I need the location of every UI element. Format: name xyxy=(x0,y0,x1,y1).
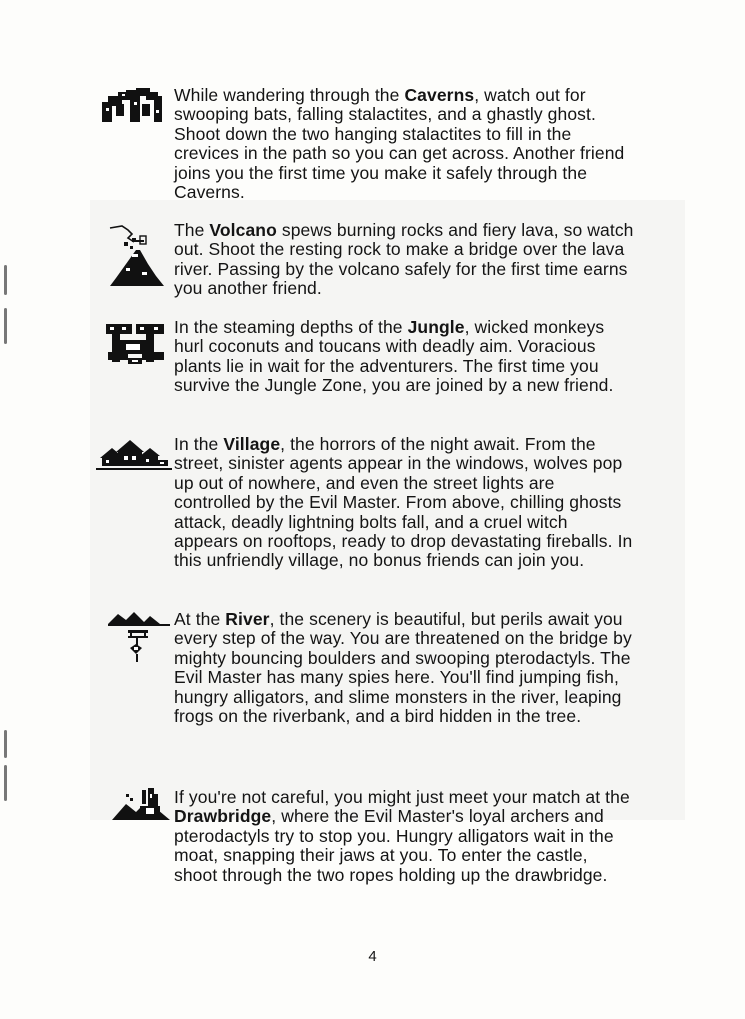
volcano-icon xyxy=(106,224,168,288)
volcano-text-start: The xyxy=(174,220,210,240)
binding-mark xyxy=(4,265,7,295)
village-paragraph xyxy=(174,435,634,571)
jungle-title: Jungle xyxy=(407,317,465,337)
village-text-rest: , the horrors of the night await. From the street, sinister agents appear in the windows, wolves pop up out of nowhere, and even the street lights are controlled by the Evil Master. From above, chilling ghosts attack, deadly lightning bolts fall, and a cruel witch appears on rooftops, ready to drop devastating fireballs. In this unfriendly village, no bonus friends can join you. xyxy=(174,434,633,571)
drawbridge-title: Drawbridge xyxy=(174,806,272,827)
river-text-rest: , the scenery is beautiful, but perils await you every step of the way. You are threatened on the bridge by mighty bouncing boulders and swooping pterodactyls. The Evil Master has many spies here. You'll find jumping fish, hungry alligators, and slime monsters in the river, leaping frogs on the riverbank, and a bird hidden in the tree. xyxy=(174,609,632,727)
village-text-start: In the xyxy=(174,434,224,454)
volcano-title: Volcano xyxy=(209,220,277,240)
binding-mark xyxy=(4,765,7,801)
binding-mark xyxy=(4,308,7,344)
page-number: 4 xyxy=(368,948,377,965)
caverns-text-start: While wandering through the xyxy=(174,85,405,105)
jungle-text-rest: , wicked monkeys hurl coconuts and toucans with deadly aim. Voracious plants lie in wait for the adventurers. The first time you survive the Jungle Zone, you are joined by a new friend. xyxy=(174,317,614,396)
drawbridge-text-start: If you're not careful, you might just meet your match at the xyxy=(174,787,630,807)
jungle-paragraph xyxy=(174,318,634,396)
binding-mark xyxy=(4,730,7,758)
drawbridge-icon xyxy=(112,786,170,822)
jungle-text-start: In the steaming depths of the xyxy=(174,317,408,337)
drawbridge-text-rest: , where the Evil Master's loyal archers and pterodactyls try to stop you. Hungry alligators wait in the moat, snapping their jaws at you. To enter the castle, shoot through the two ropes holding up the drawbridge. xyxy=(174,806,614,885)
caverns-paragraph xyxy=(174,86,634,202)
caverns-text-rest: , watch out for swooping bats, falling stalactites, and a ghastly ghost. Shoot down the two hanging stalactites to fill in the crevices in the path so you can get across. Another friend joins you the first time you make it safely through the Caverns. xyxy=(174,85,625,203)
village-icon xyxy=(96,438,172,472)
jungle-icon xyxy=(106,322,166,366)
drawbridge-paragraph xyxy=(174,788,634,885)
river-title: River xyxy=(225,609,270,629)
volcano-text-rest: spews burning rocks and fiery lava, so watch out. Shoot the resting rock to make a bridge over the lava river. Passing by the volcano safely for the first time earns you another friend. xyxy=(174,220,634,299)
caverns-icon xyxy=(100,86,166,124)
river-icon xyxy=(108,610,170,666)
village-title: Village xyxy=(223,434,281,454)
caverns-title: Caverns xyxy=(404,85,475,105)
river-paragraph xyxy=(174,610,634,726)
volcano-paragraph xyxy=(174,221,634,299)
river-text-start: At the xyxy=(174,609,226,629)
